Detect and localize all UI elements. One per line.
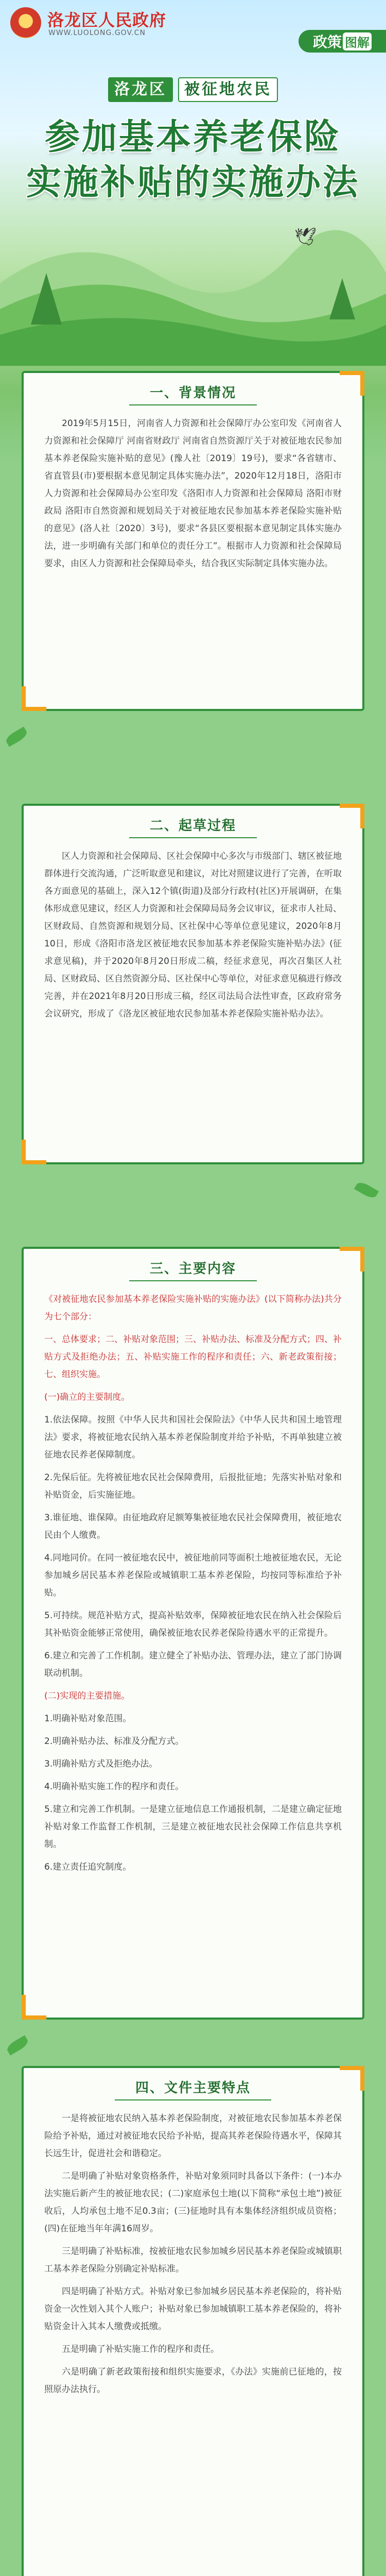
section-heading: 四、文件主要特点 [115, 2077, 271, 2100]
part2-heading: (二)实现的主要措施。 [44, 1691, 130, 1701]
list-item: 6.建立和完善了工作机制。建立健全了补贴办法、管理办法，建立了部门协调联动机制。 [44, 1651, 342, 1679]
paragraph: 四是明确了补贴方式。补贴对象已参加城乡居民基本养老保险的，将补贴资金一次性划入其个人账户；补贴对象已参加城镇职工基本养老保险的，将补贴资金计入其本人缴费或抵缴。 [44, 2286, 342, 2332]
leaf-icon [4, 726, 29, 747]
gov-name: 洛龙区人民政府 [47, 10, 167, 30]
list-item: 6.建立责任追究制度。 [44, 1862, 132, 1872]
list-item: 2.先保后征。先将被征地农民社会保障费用，后报批征地；先落实补贴对象和补贴资金，后实施征地。 [44, 1472, 342, 1500]
page-title-line2: 实施补贴的实施办法 [26, 162, 360, 203]
subtitle [0, 77, 386, 103]
header [0, 0, 386, 88]
policy-badge-tag: 图解 [343, 32, 372, 50]
content-intro: 《对被征地农民参加基本养老保险实施补贴的实施办法》(以下简称办法)共分为七个部分： [44, 1294, 342, 1322]
section-features [22, 2066, 364, 2576]
part1-heading: (一)确立的主要制度。 [44, 1392, 130, 1402]
list-item: 1.明确补贴对象范围。 [44, 1714, 132, 1724]
paragraph: 2019年5月15日，河南省人力资源和社会保障厅办公室印发《河南省人力资源和社会保障厅 河南省财政厅 河南省自然资源厅关于对被征地农民参加基本养老保险实施补贴的意见》(豫人社〔2019〕19号)，要求“各省辖市、省直管县(市)要根据本意见制定具体实施办法”，2020年12月18日，洛阳市人力资源和社会保障局办公室印发《洛阳市人力资源和社会保障局 洛阳市财政局 洛阳市自然资源和规划局关于对被征地农民参加基本养老保险实施补贴的意见》(洛人社〔2020〕3号)，要求“各县区要根据本意见制定具体实施办法，进一步明确有关部门和单位的责任分工”。根据市人力资源和社会保障局要求，由区人力资源和社会保障局牵头，结合我区实际制定具体实施办法。 [44, 418, 342, 569]
section-background [22, 371, 364, 711]
list-item: 3.明确补贴方式及拒绝办法。 [44, 1759, 158, 1769]
emblem-icon [10, 7, 41, 38]
list-item: 2.明确补贴办法、标准及分配方式。 [44, 1736, 184, 1747]
list-item: 3.谁征地、谁保障。由征地政府足额筹集被征地农民社会保障费用，被征地农民由个人缴费。 [44, 1513, 342, 1540]
list-item: 4.明确补贴实施工作的程序和责任。 [44, 1782, 184, 1792]
subtitle-topic: 被征地农民 [178, 77, 278, 102]
list-item: 4.同地同价。在同一被征地农民中，被征地前同等面积土地被征地农民，无论参加城乡居民基本养老保险或城镇职工基本养老保险，均按同等标准给予补贴。 [44, 1553, 342, 1598]
paragraph: 二是明确了补贴对象资格条件，补贴对象须同时具备以下条件：(一)本办法实施后新产生的被征地农民；(二)家庭承包土地(以下简称“承包土地”)被征收后，人均承包土地不足0.3亩；(三)征地时具有本集体经济组织成员资格；(四)在征地当年年满16周岁。 [44, 2171, 342, 2234]
paragraph: 一是将被征地农民纳入基本养老保险制度，对被征地农民参加基本养老保险给予补贴，通过对被征地农民给予补贴，提高其养老保险待遇水平，保障其长远生计，促进社会和谐稳定。 [44, 2113, 342, 2159]
paragraph: 五是明确了补贴实施工作的程序和责任。 [62, 2344, 219, 2354]
list-item: 1.依法保障。按照《中华人民共和国社会保险法》《中华人民共和国土地管理法》要求，将被征地农民纳入基本养老保险制度并给予补贴，不再单独建立被征地农民养老保障制度。 [44, 1415, 342, 1460]
list-item: 5.可持续。规范补贴方式，提高补贴效率，保障被征地农民在纳入社会保险后其补贴资金能够正常使用，确保被征地农民养老保险待遇水平的正常提升。 [44, 1611, 342, 1638]
paragraph: 六是明确了新老政策衔接和组织实施要求，《办法》实施前已征地的，按照原办法执行。 [44, 2367, 342, 2395]
section-heading: 一、背景情况 [129, 382, 257, 405]
section-heading: 三、主要内容 [129, 1258, 257, 1281]
section-heading: 二、起草过程 [129, 815, 257, 838]
policy-badge-text: 政策 [312, 33, 342, 50]
leaf-icon [5, 2035, 30, 2055]
paragraph: 区人力资源和社会保障局、区社会保障中心多次与市级部门、辖区被征地群体进行交流沟通，广泛听取意见和建议，对比对照建议进行了完善，在听取各方面意见的基础上，深入12个镇(街道)及部分行政村(社区)开展调研，在集体形成意见建议，经区人力资源和社会保障局局务会议审议，征求市人社局、区财政局、自然资源和规划分局、区社保中心等单位意见建议，2020年8月10日，形成《洛阳市洛龙区被征地农民参加基本养老保险实施补贴办法》(征求意见稿)，并于2020年8月20日形成二稿，经征求意见，再次召集区人社局、区财政局、区自然资源分局、区社保中心等单位，对征求意见稿进行修改完善，并在2021年8月20日形成三稿，经区司法局合法性审查，区政府常务会议研究，形成了《洛龙区被征地农民参加基本养老保险实施补贴办法》。 [44, 851, 342, 1019]
paragraph: 三是明确了补贴标准，按被征地农民参加城乡居民基本养老保险或城镇职工基本养老保险分别确定补贴标准。 [44, 2246, 342, 2274]
content-outline: 一、总体要求；二、补贴对象范围；三、补贴办法、标准及分配方式；四、补贴方式及拒绝办法；五、补贴实施工作的程序和责任；六、新老政策衔接；七、组织实施。 [44, 1334, 342, 1380]
policy-badge [299, 30, 386, 53]
leaf-icon [354, 1180, 379, 1200]
list-item: 5.建立和完善工作机制。一是建立征地信息工作通报机制，二是建立确定征地补贴对象工作监督工作机制，三是建立被征地农民社会保障工作信息共享机制。 [44, 1804, 342, 1850]
site-url: WWW.LUOLONG.GOV.CN [48, 29, 146, 37]
subtitle-district: 洛龙区 [108, 77, 173, 102]
bird-icon: 🕊 [294, 227, 317, 247]
page-title-line1: 参加基本养老保险 [44, 117, 341, 158]
landscape-illustration [0, 196, 386, 366]
section-content [22, 1247, 364, 2020]
section-drafting [22, 804, 364, 1164]
